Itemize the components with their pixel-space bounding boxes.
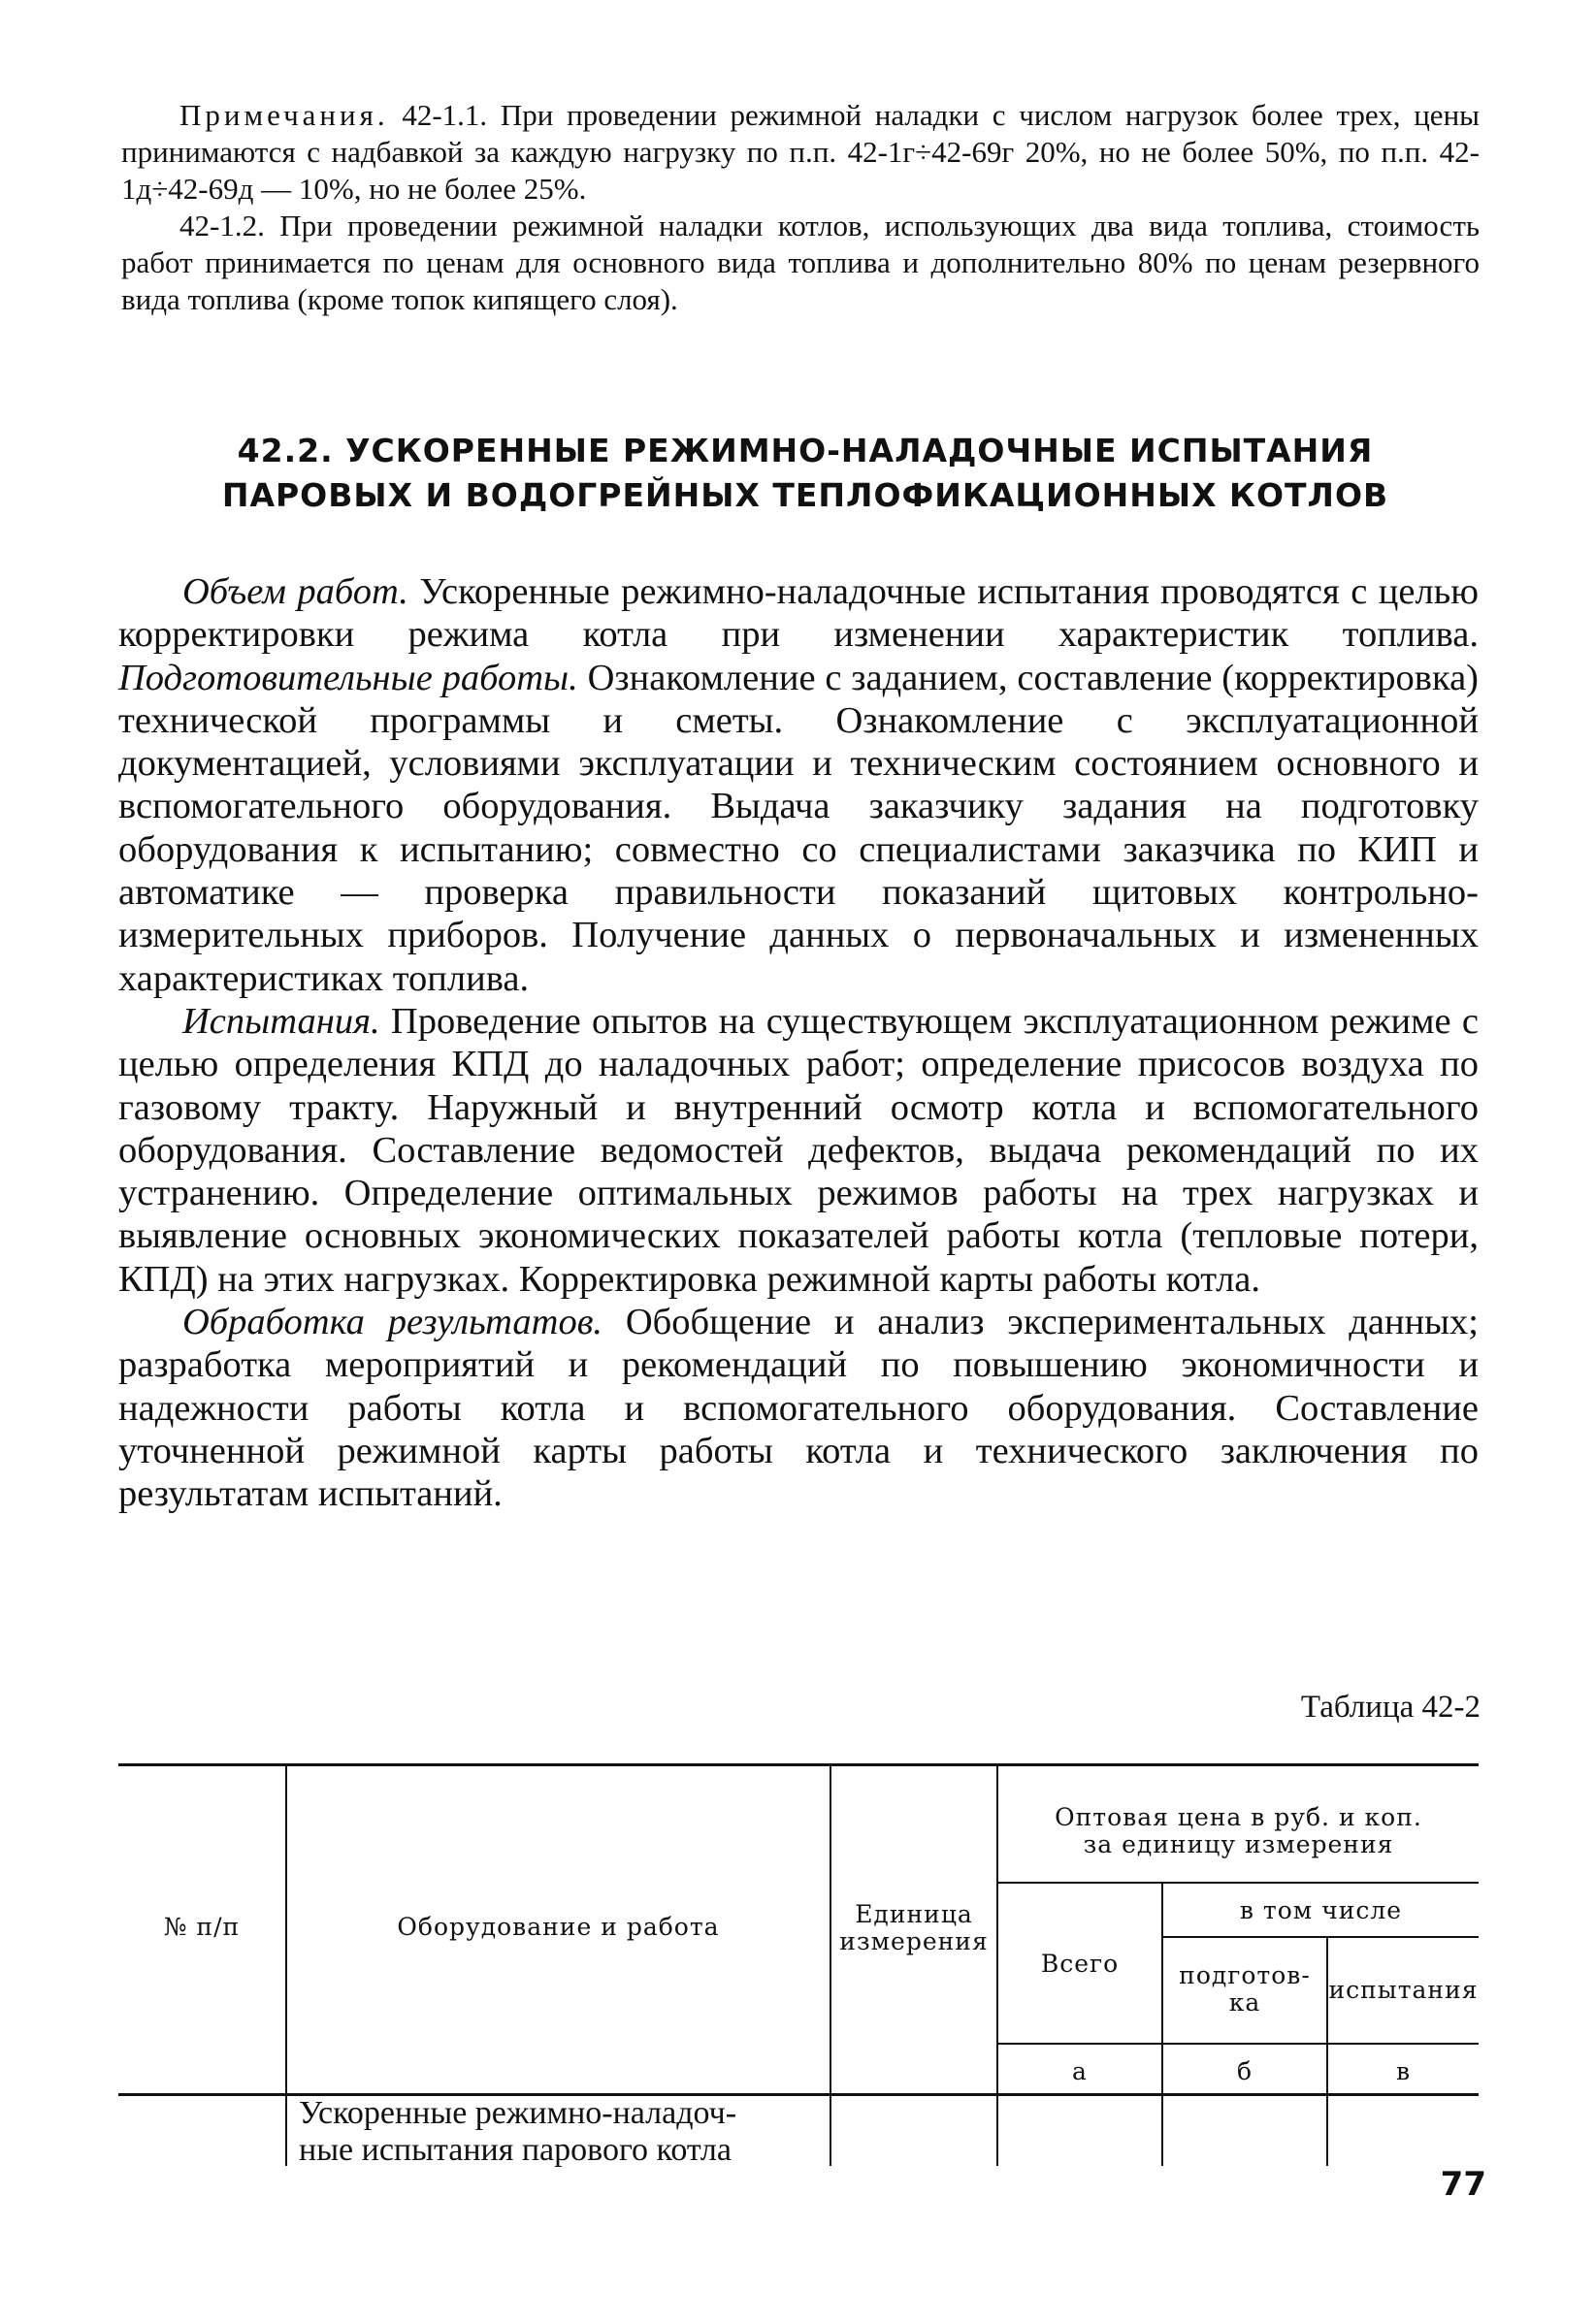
table-caption: Таблица 42-2 bbox=[1300, 1690, 1481, 1725]
section-title-line-1: 42.2. УСКОРЕННЫЕ РЕЖИМНО-НАЛАДОЧНЫЕ ИСПЫТАНИЯ bbox=[237, 432, 1374, 469]
col-letter-b: б bbox=[1236, 2057, 1253, 2085]
row-divider-3 bbox=[996, 2096, 998, 2166]
price-table bbox=[118, 1763, 1479, 2168]
label-scope: Объем работ. bbox=[182, 571, 408, 612]
row-divider-5 bbox=[1326, 2096, 1328, 2166]
header-num: № п/п bbox=[163, 1913, 241, 1941]
notes-block bbox=[121, 97, 1480, 318]
note-1-text: 42-1.1. При проведении режимной наладки с числом нагрузок более трех, цены принимаются с надбавкой за каждую нагрузку по п.п. 42-1г÷42-69г 20%, но не более 50%, по п.п. 42-1д÷42-69д — 10%, но не более 25%. bbox=[121, 98, 1480, 206]
header-wholesale-price bbox=[998, 1804, 1479, 1858]
table-row bbox=[299, 2095, 823, 2169]
notes-label: Примечания. bbox=[179, 98, 389, 132]
row-divider-1 bbox=[285, 2096, 287, 2166]
note-2: 42-1.2. При проведении режимной наладки котлов, использующих два вида топлива, стоимость работ принимается по ценам для основного вида топлива и дополнительно 80% по ценам резервного вида топлива (кроме топок кипящего слоя). bbox=[121, 209, 1480, 316]
header-unit-line-2: измерения bbox=[839, 1927, 989, 1955]
paragraph-tests bbox=[118, 1000, 1479, 1301]
paragraph-scope-text-2: Ознакомление с заданием, составление (корректировка) технической программы и сметы. Ознакомление с эксплуатационной документацией, условиями эксплуатации и техническим состоянием основного и вспомогательного оборудования. Выдача заказчику задания на подготовку оборудования к испытанию; совместно со специалистами заказчика по КИП и автоматике — проверка правильности показаний щитовых контрольно-измерительных приборов. Получение данных о первоначальных и измененных характеристиках топлива. bbox=[118, 657, 1479, 999]
row-divider-4 bbox=[1161, 2096, 1163, 2166]
header-including: в том числе bbox=[1239, 1896, 1403, 1924]
header-total: Всего bbox=[1040, 1950, 1120, 1978]
row-equipment-line-2: ные испытания парового котла bbox=[299, 2132, 732, 2168]
row-equipment-line-1: Ускоренные режимно-наладоч- bbox=[299, 2095, 737, 2131]
page-number: 77 bbox=[1440, 2165, 1486, 2204]
note-1 bbox=[121, 97, 1480, 208]
label-preparation: Подготовительные работы. bbox=[118, 657, 578, 698]
table-top-rule bbox=[118, 1763, 1479, 1766]
header-unit-line-1: Единица bbox=[855, 1900, 973, 1928]
row-divider-2 bbox=[830, 2096, 831, 2166]
body-text bbox=[118, 570, 1479, 1516]
header-price-line-2: за единицу измерения bbox=[1083, 1830, 1394, 1858]
section-title bbox=[126, 429, 1484, 518]
section-title-line-2: ПАРОВЫХ И ВОДОГРЕЙНЫХ ТЕПЛОФИКАЦИОННЫХ КОТЛОВ bbox=[221, 476, 1389, 514]
header-price-line-1: Оптовая цена в руб. и коп. bbox=[1055, 1803, 1422, 1831]
header-prep-line-1: подготов- bbox=[1179, 1961, 1311, 1989]
label-tests: Испытания. bbox=[182, 1000, 380, 1042]
paragraph-processing bbox=[118, 1301, 1479, 1515]
header-preparation bbox=[1163, 1962, 1326, 2017]
paragraph-scope-text-1: Ускоренные режимно-наладочные испытания проводятся с целью корректировки режима котла при изменении характеристик топлива. bbox=[118, 571, 1480, 656]
header-equipment: Оборудование и работа bbox=[397, 1913, 720, 1941]
paragraph-scope bbox=[118, 570, 1479, 1000]
col-letter-a: а bbox=[1072, 2057, 1088, 2085]
paragraph-tests-text: Проведение опытов на существующем эксплуатационном режиме с целью определения КПД до наладочных работ; определение присосов воздуха по газовому тракту. Наружный и внутренний осмотр котла и вспомогательного оборудования. Составление ведомостей дефектов, выдача рекомендаций по их устранению. Определение оптимальных режимов работы на трех нагрузках и выявление основных экономических показателей работы котла (тепловые потери, КПД) на этих нагрузках. Корректировка режимной карты работы котла. bbox=[118, 1000, 1479, 1300]
col-letter-v: в bbox=[1395, 2057, 1412, 2085]
rule-under-price-header bbox=[996, 1882, 1479, 1884]
label-processing: Обработка результатов. bbox=[182, 1302, 603, 1343]
paragraph-processing-text: Обобщение и анализ экспериментальных данных; разработка мероприятий и рекомендаций по повышению экономичности и надежности работы котла и вспомогательного оборудования. Составление уточненной режимной карты работы котла и технического заключения по результатам испытаний. bbox=[118, 1302, 1479, 1515]
rule-under-including bbox=[1161, 1936, 1479, 1938]
rule-above-letters bbox=[996, 2043, 1479, 2045]
header-tests: испытания bbox=[1328, 1976, 1479, 2004]
header-prep-line-2: ка bbox=[1228, 1988, 1261, 2017]
header-unit bbox=[831, 1901, 996, 1955]
